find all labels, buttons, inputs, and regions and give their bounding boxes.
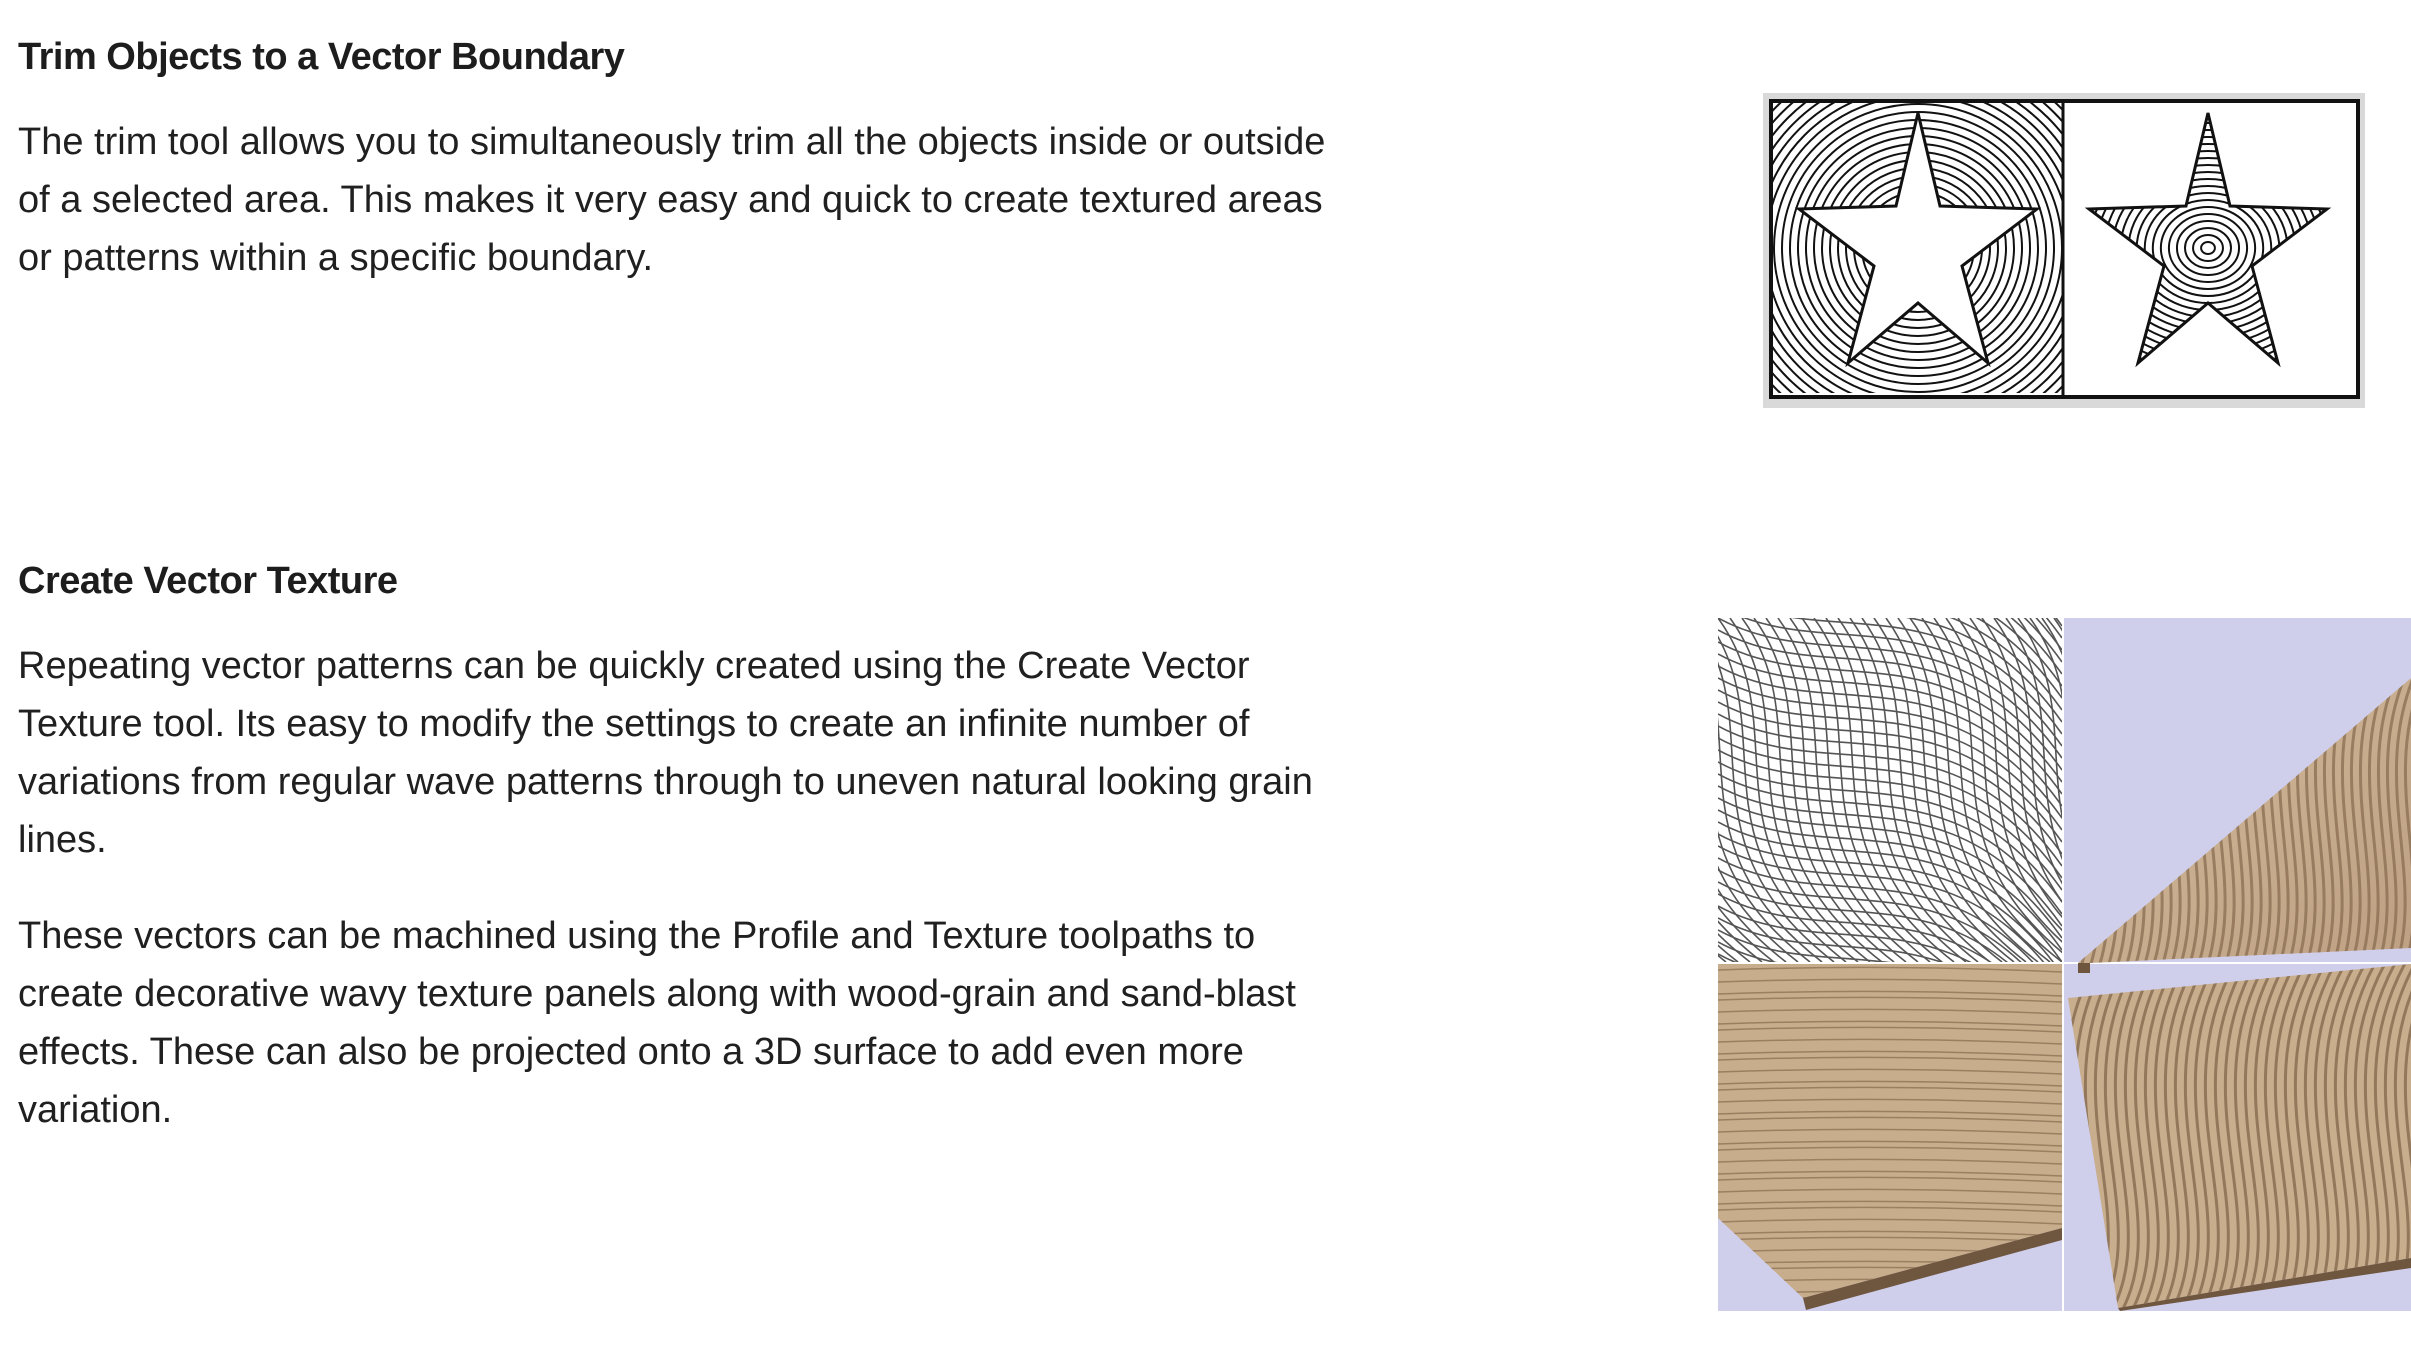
section-paragraph: Repeating vector patterns can be quickly created using the Create Vector Texture tool. Its easy to modify the settings to create an infinite number of variations from regular wave patterns through to uneven natural looking grain lines. (18, 645, 1313, 861)
section-trim-objects (18, 36, 1358, 287)
section-paragraph: These vectors can be machined using the Profile and Texture toolpaths to create decorative wavy texture panels along with wood-grain and sand-blast effects. These can also be projected onto a 3D surface to add even more variation. (18, 915, 1296, 1131)
trim-illustration (1763, 93, 2365, 408)
section-paragraph: The trim tool allows you to simultaneously trim all the objects inside or outside of a selected area. This makes it very easy and quick to create textured areas or patterns within a specific boundary. (18, 121, 1326, 279)
section-create-vector-texture (18, 560, 1358, 1139)
vector-texture-illustration (1718, 618, 2411, 1311)
section-title: Trim Objects to a Vector Boundary (18, 36, 625, 78)
section-title: Create Vector Texture (18, 560, 398, 602)
